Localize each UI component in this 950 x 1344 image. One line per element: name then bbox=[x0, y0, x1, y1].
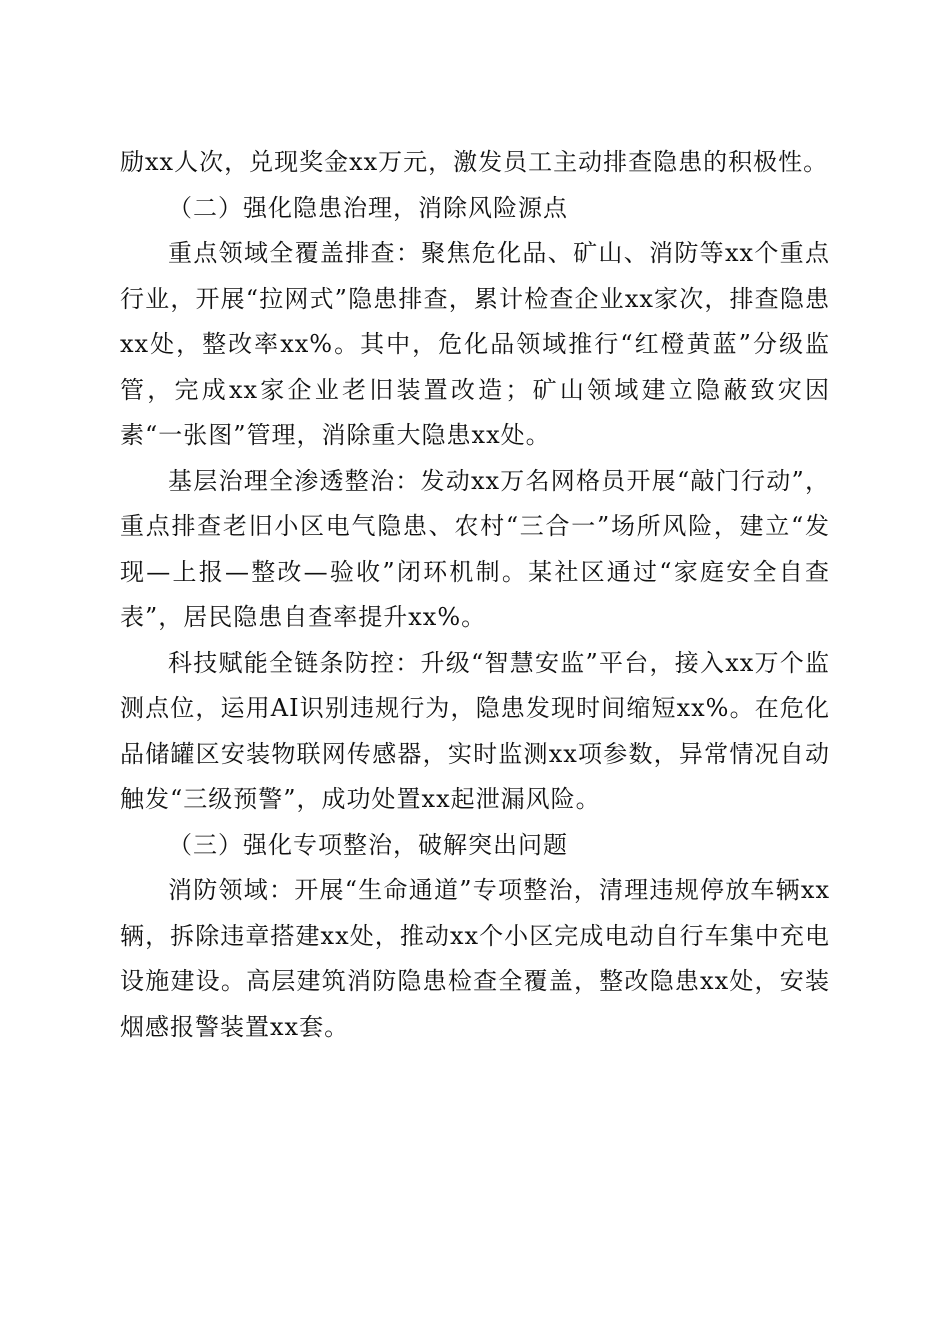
paragraph-fire-safety: 消防领域：开展“生命通道”专项整治，清理违规停放车辆xx辆，拆除违章搭建xx处，推动xx个小区完成电动自行车集中充电设施建设。高层建筑消防隐患检查全覆盖，整改隐患xx处，安装烟感报警装置xx套。 bbox=[120, 876, 830, 1041]
paragraph-grassroots: 基层治理全渗透整治：发动xx万名网格员开展“敲门行动”，重点排查老旧小区电气隐患、农村“三合一”场所风险，建立“发现—上报—整改—验收”闭环机制。某社区通过“家庭安全自查表”，居民隐患自查率提升xx%。 bbox=[120, 466, 830, 631]
section-heading-2: （二）强化隐患治理，消除风险源点 bbox=[168, 193, 568, 222]
paragraph-key-areas: 重点领域全覆盖排查：聚焦危化品、矿山、消防等xx个重点行业，开展“拉网式”隐患排查，累计检查企业xx家次，排查隐患xx处，整改率xx%。其中，危化品领域推行“红橙黄蓝”分级监管，完成xx家企业老旧装置改造；矿山领域建立隐蔽致灾因素“一张图”管理，消除重大隐患xx处。 bbox=[120, 239, 830, 449]
paragraph-technology: 科技赋能全链条防控：升级“智慧安监”平台，接入xx万个监测点位，运用AI识别违规行为，隐患发现时间缩短xx%。在危化品储罐区安装物联网传感器，实时监测xx项参数，异常情况自动触发“三级预警”，成功处置xx起泄漏风险。 bbox=[120, 648, 830, 813]
section-heading-3: （三）强化专项整治，破解突出问题 bbox=[168, 830, 568, 859]
paragraph-continuation: 励xx人次，兑现奖金xx万元，激发员工主动排查隐患的积极性。 bbox=[120, 148, 829, 176]
document-page bbox=[120, 140, 830, 1050]
